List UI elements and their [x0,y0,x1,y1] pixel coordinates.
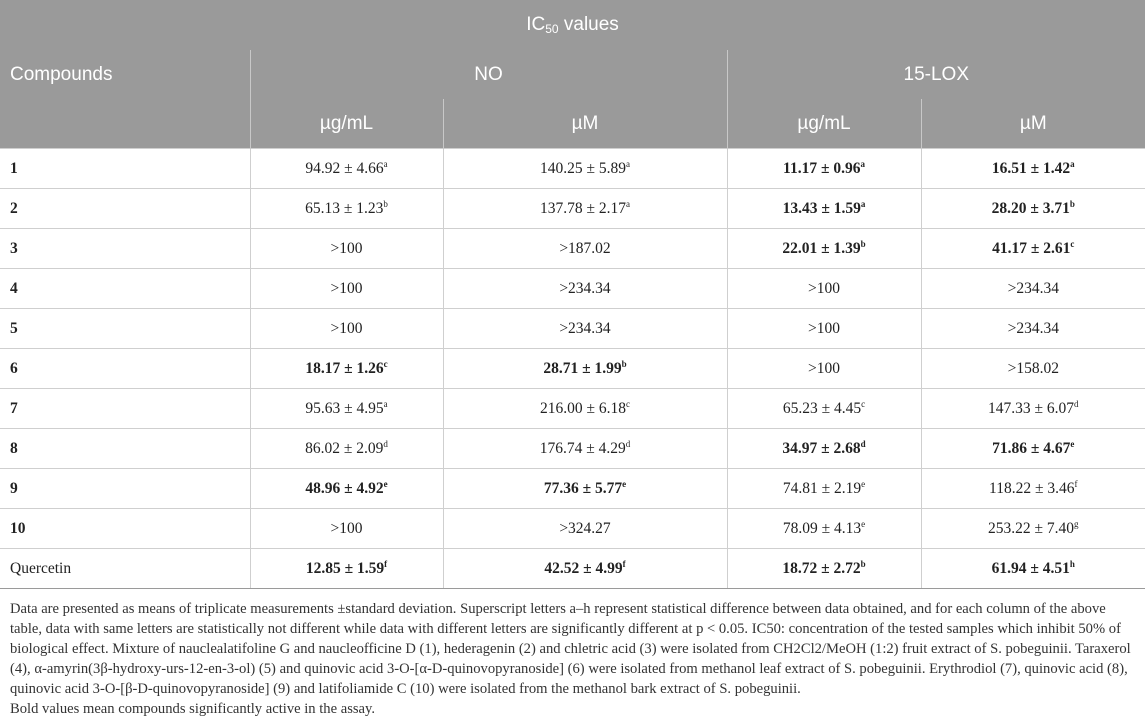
value-cell [727,189,921,229]
compound-label: Quercetin [0,549,250,589]
cell-value: 74.81 ± 2.19 [782,479,862,497]
value-cell [921,189,1145,229]
unit-header-lox-ugml: µg/mL [727,99,921,149]
footnote-bold: Bold values mean compounds significantly active in the assay. [10,701,376,717]
cell-value: 71.86 ± 4.67 [992,439,1071,457]
cell-value: 41.17 ± 2.61 [992,239,1071,257]
table-row [0,469,1145,509]
value-cell [727,389,921,429]
significance-letter: b [860,558,866,569]
blank-header [0,99,250,149]
cell-value: 140.25 ± 5.89 [539,159,626,177]
significance-letter: e [1070,438,1075,449]
compound-label: 3 [0,229,250,269]
value-cell [250,469,443,509]
value-cell [443,229,727,269]
compound-label: 4 [0,269,250,309]
value-cell [921,429,1145,469]
value-cell [921,549,1145,589]
compound-label: 2 [0,189,250,229]
table-row [0,509,1145,549]
significance-letter: d [1074,398,1079,409]
value-cell [443,389,727,429]
compounds-header: Compounds [0,50,250,99]
compound-label: 6 [0,349,250,389]
cell-value: >100 [808,319,840,337]
cell-value: 28.71 ± 1.99 [543,359,622,377]
table-body [0,149,1145,589]
cell-value: 86.02 ± 2.09 [305,439,384,457]
lox-group-header: 15-LOX [727,50,1145,99]
significance-letter: a [383,158,388,169]
cell-value: 65.13 ± 1.23 [305,199,384,217]
value-cell [443,149,727,189]
cell-value: >234.34 [1007,319,1059,337]
table-title: $IC_{50}$ values [0,0,1145,50]
cell-value: 78.09 ± 4.13 [782,519,862,537]
cell-value: 12.85 ± 1.59 [305,559,385,577]
table-row [0,549,1145,589]
significance-letter: e [383,478,388,489]
value-cell [443,189,727,229]
value-cell [727,349,921,389]
table-row [0,309,1145,349]
significance-letter: e [861,478,866,489]
compound-label: 9 [0,469,250,509]
compound-label: 10 [0,509,250,549]
cell-value: >234.34 [559,279,611,297]
significance-letter: e [622,478,627,489]
footnote-main: Data are presented as means of triplicate measurements ±standard deviation. Superscript letters a–h represent statistical difference between data obtained, and for each column of the above table, data with same letters are statistically not different while data with different letters are significantly different at p < 0.05. IC50: concentration of the tested samples which inhibit 50% of biological effect. Mixture of nauclealatifoline G and naucleofficine D (1), hederagenin (2) and chletric acid (3) were isolated from CH2Cl2/MeOH (1:2) fruit extract of S. pobeguinii. Taraxerol (4), α-amyrin(3β-hydroxy-urs-12-en-3-ol) (5) and quinovic acid 3-O-[α-D-quinovopyranoside] (6) were isolated from methanol leaf extract of S. pobeguinii. Erythrodiol (7), quinovic acid (8), quinovic acid 3-O-[β-D-quinovopyranoside] (9) and latifoliamide C (10) were isolated from the methanol bark extract of S. pobeguinii. [10,601,1131,697]
unit-header-no-um: µM [443,99,727,149]
cell-value: 137.78 ± 2.17 [539,199,626,217]
cell-value: 95.63 ± 4.95 [305,399,384,417]
value-cell [443,429,727,469]
significance-letter: c [1070,238,1075,249]
table-row [0,229,1145,269]
unit-header-no-ugml: µg/mL [250,99,443,149]
significance-letter: d [625,438,631,449]
significance-letter: a [860,198,866,209]
table-row [0,189,1145,229]
value-cell [921,349,1145,389]
table-row [0,349,1145,389]
cell-value: 61.94 ± 4.51 [991,559,1070,577]
value-cell [443,309,727,349]
cell-value: 216.00 ± 6.18 [539,399,626,417]
table-row [0,389,1145,429]
value-cell [250,189,443,229]
cell-value: 13.43 ± 1.59 [782,199,861,217]
significance-letter: e [861,518,866,529]
cell-value: >100 [330,319,363,337]
compound-label: 7 [0,389,250,429]
value-cell [921,309,1145,349]
cell-value: >100 [330,239,363,257]
significance-letter: b [621,358,627,369]
significance-letter: c [626,398,630,409]
cell-value: 42.52 ± 4.99 [544,559,623,577]
significance-letter: d [860,438,866,449]
value-cell [250,389,443,429]
value-cell [250,229,443,269]
significance-letter: a [626,158,630,169]
value-cell [921,509,1145,549]
value-cell [921,229,1145,269]
value-cell [727,549,921,589]
cell-value: >187.02 [559,239,611,257]
significance-letter: g [1074,518,1079,529]
table-row [0,269,1145,309]
compound-label: 8 [0,429,250,469]
significance-letter: b [383,198,388,209]
value-cell [921,389,1145,429]
cell-value: 18.72 ± 2.72 [782,559,861,577]
significance-letter: h [1069,558,1075,569]
value-cell [250,429,443,469]
cell-value: 94.92 ± 4.66 [305,159,384,177]
compound-label: 5 [0,309,250,349]
unit-header-lox-um: µM [921,99,1145,149]
cell-value: >100 [808,359,840,377]
value-cell [250,309,443,349]
cell-value: >100 [330,519,363,537]
cell-value: 77.36 ± 5.77 [543,479,623,497]
cell-value: 48.96 ± 4.92 [305,479,384,497]
cell-value: >158.02 [1007,359,1059,377]
cell-value: 65.23 ± 4.45 [782,399,862,417]
value-cell [727,509,921,549]
significance-letter: b [860,238,866,249]
significance-letter: a [1070,158,1075,169]
cell-value: 253.22 ± 7.40 [988,519,1075,537]
value-cell [250,269,443,309]
significance-letter: f [622,558,626,569]
cell-value: >324.27 [559,519,611,537]
value-cell [727,309,921,349]
value-cell [727,229,921,269]
value-cell [727,269,921,309]
significance-letter: a [626,198,630,209]
cell-value: 16.51 ± 1.42 [991,159,1071,177]
value-cell [443,269,727,309]
value-cell [443,349,727,389]
value-cell [250,349,443,389]
table-row [0,429,1145,469]
cell-value: 176.74 ± 4.29 [539,439,626,457]
cell-value: 18.17 ± 1.26 [305,359,384,377]
value-cell [727,469,921,509]
value-cell [727,149,921,189]
value-cell [250,549,443,589]
cell-value: 118.22 ± 3.46 [989,479,1075,497]
significance-letter: f [384,558,388,569]
cell-value: >100 [808,279,840,297]
value-cell [921,269,1145,309]
table-row [0,149,1145,189]
cell-value: 22.01 ± 1.39 [782,239,861,257]
value-cell [250,509,443,549]
value-cell [727,429,921,469]
table-footnotes [0,589,1145,719]
significance-letter: c [861,398,866,409]
cell-value: >234.34 [1007,279,1059,297]
value-cell [921,469,1145,509]
cell-value: >234.34 [559,319,611,337]
value-cell [443,469,727,509]
value-cell [921,149,1145,189]
significance-letter: b [1069,198,1075,209]
cell-value: 147.33 ± 6.07 [988,399,1075,417]
value-cell [443,509,727,549]
value-cell [443,549,727,589]
significance-letter: a [383,398,388,409]
cell-value: >100 [330,279,363,297]
significance-letter: c [383,358,388,369]
significance-letter: d [383,438,388,449]
no-group-header: NO [250,50,727,99]
cell-value: 11.17 ± 0.96 [783,159,861,177]
significance-letter: a [860,158,865,169]
cell-value: 28.20 ± 3.71 [991,199,1070,217]
cell-value: 34.97 ± 2.68 [782,439,861,457]
value-cell [250,149,443,189]
significance-letter: f [1074,478,1078,489]
compound-label: 1 [0,149,250,189]
